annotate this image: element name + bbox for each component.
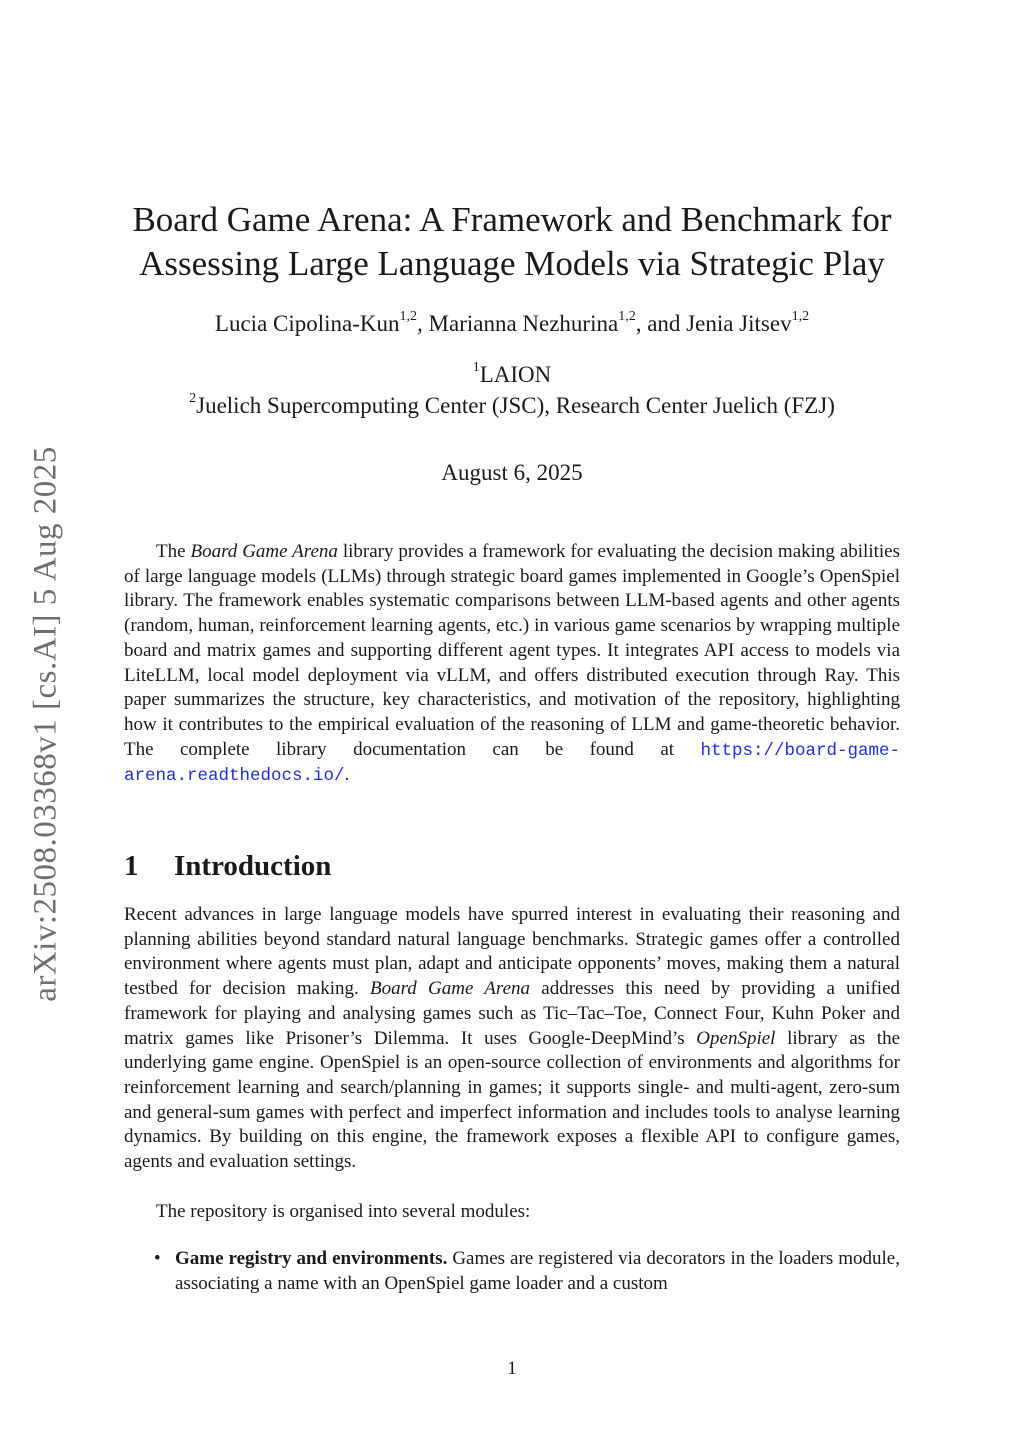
author-affiliation-mark: 1,2	[399, 309, 418, 325]
affiliation-text: Juelich Supercomputing Center (JSC), Research Center Juelich (FZJ)	[196, 393, 835, 418]
abstract-end: .	[344, 764, 350, 786]
affiliation-text: LAION	[479, 362, 552, 387]
author: Lucia Cipolina-Kun	[214, 311, 400, 336]
section-heading-introduction	[124, 848, 331, 884]
intro-paragraph-2: The repository is organised into several modules:	[156, 1201, 531, 1222]
intro-text: addresses this need by providing a unified framework for playing and analysing games such as Tic–Tac–Toe, Connect Four, Kuhn Poker and matrix games like Prisoner’s Dilemma. It uses Google-DeepMind’s	[124, 978, 901, 1049]
intro-text: library as the underlying game engine. OpenSpiel is an open-source collection of environments and algorithms for reinforcement learning and search/planning in games; it supports single- and multi-agent, zero-sum and general-sum games with perfect and imperfect information and includes tools to analyse learning dynamics. By building on this engine, the framework exposes a flexible API to configure games, agents and evaluation settings.	[124, 1027, 901, 1173]
intro-emphasis: Board Game Arena	[370, 978, 531, 1000]
abstract-lead: The	[156, 541, 191, 562]
intro-emphasis: OpenSpiel	[696, 1027, 776, 1049]
library-name: Board Game Arena	[190, 541, 338, 562]
abstract	[124, 540, 900, 789]
author-list	[100, 309, 924, 339]
intro-paragraph-1	[124, 903, 900, 1175]
affiliation-mark: 2	[189, 391, 197, 407]
author: Marianna Nezhurina	[428, 311, 619, 336]
publication-date: August 6, 2025	[441, 460, 583, 485]
section-number: 1	[124, 850, 139, 882]
section-title: Introduction	[174, 850, 332, 882]
abstract-body: library provides a framework for evaluating the decision making abilities of large language models (LLMs) through strategic board games implemented in Google’s OpenSpiel library. The framework enables systematic comparisons between LLM-based agents and other agents (random, human, reinforcement learning agents, etc.) in various game scenarios by wrapping multiple board and matrix games and supporting different agent types. It integrates API access to models via LiteLLM, local model deployment via vLLM, and offers distributed execution through Ray. This paper summarizes the structure, key characteristics, and motivation of the repository, highlighting how it contributes to the empirical evaluation of the reasoning of LLM and game-theoretic behavior. The complete library documentation can be found at	[124, 541, 900, 760]
affiliation-2	[100, 391, 924, 421]
author-separator: ,	[417, 311, 429, 336]
affiliation-mark: 1	[472, 360, 480, 376]
list-item-body: Games are registered via decorators in the loaders module, associating a name with an OpenSpiel game loader and a custom	[175, 1248, 900, 1294]
author-affiliation-mark: 1,2	[791, 309, 810, 325]
author: Jenia Jitsev	[686, 311, 792, 336]
author-separator: , and	[635, 311, 687, 336]
intro-text: Recent advances in large language models have spurred interest in evaluating their reasoning and planning abilities beyond standard natural language benchmarks. Strategic games offer a controlled environment where agents must plan, adapt and anticipate opponents’ moves, making them a natural testbed for decision making.	[124, 904, 900, 1000]
page-number: 1	[507, 1358, 517, 1379]
bullet-icon: •	[154, 1248, 161, 1269]
list-item	[124, 1247, 900, 1296]
list-item-text	[175, 1247, 900, 1296]
title-line-1: Board Game Arena: A Framework and Benchmark for	[132, 200, 892, 239]
author-affiliation-mark: 1,2	[618, 309, 636, 325]
list-item-heading: Game registry and environments.	[175, 1248, 448, 1269]
title-line-2: Assessing Large Language Models via Strategic Play	[139, 244, 885, 283]
documentation-link[interactable]: https://board-game-arena.readthedocs.io/	[124, 740, 900, 787]
paper-title	[100, 198, 924, 286]
affiliation-1	[100, 360, 924, 390]
arxiv-id-text: arXiv:2508.03368v1 [cs.AI] 5 Aug 2025	[27, 446, 64, 1002]
